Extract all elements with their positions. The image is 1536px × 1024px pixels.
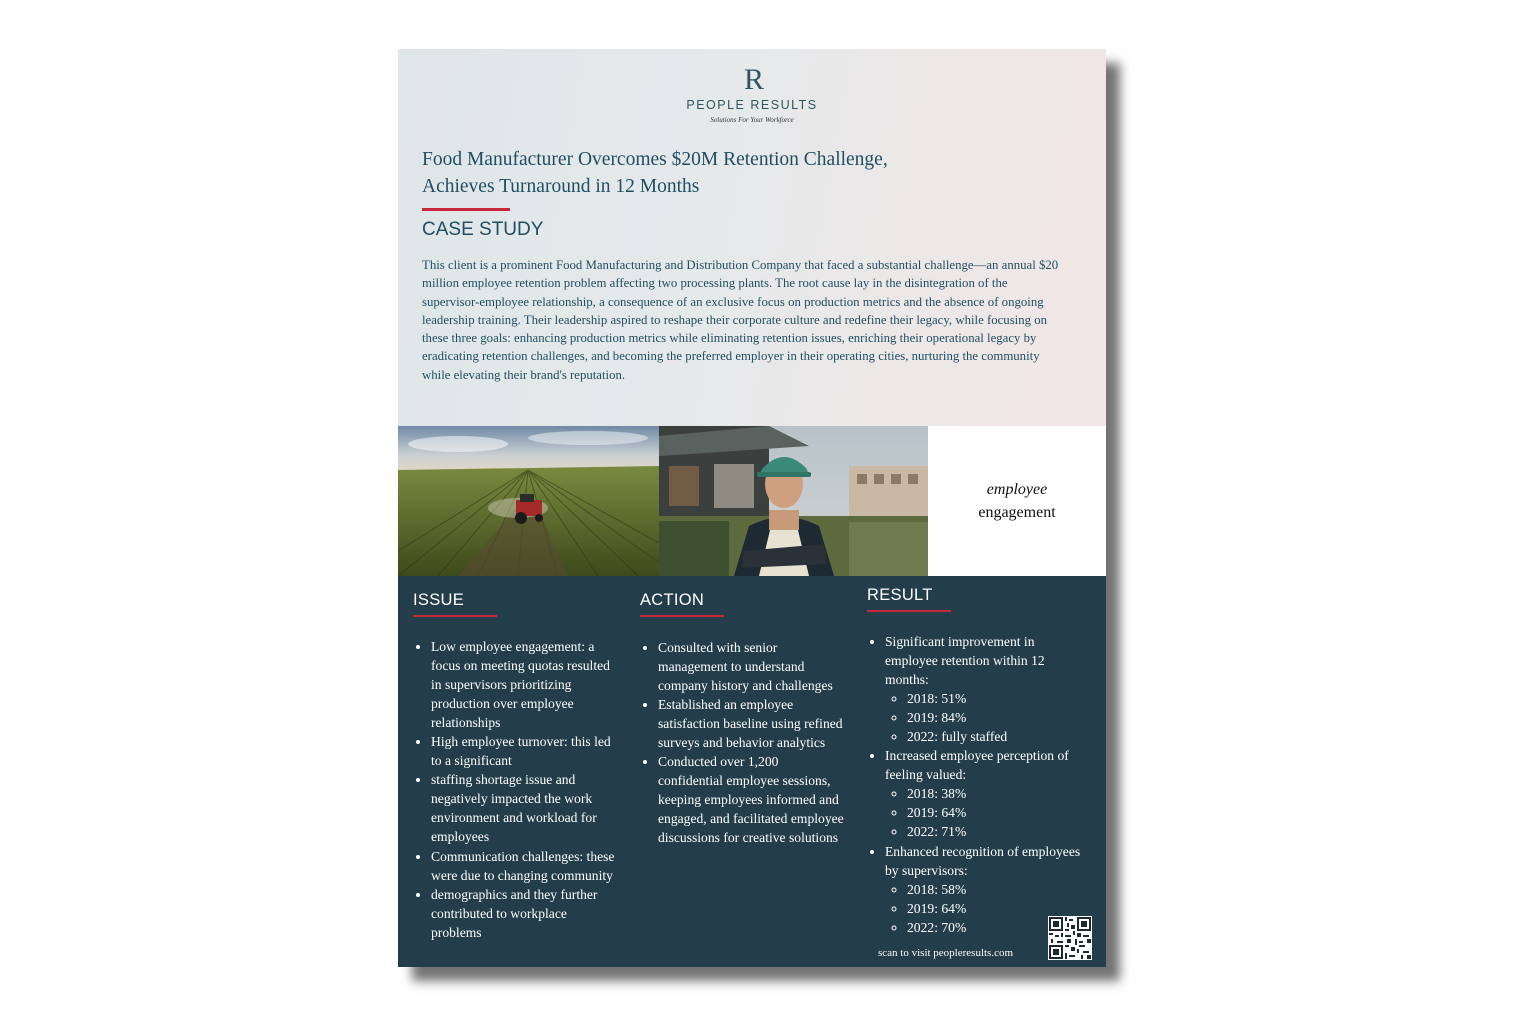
case-study-flyer (398, 49, 1106, 967)
photo-strip (398, 426, 1106, 576)
headline-line-1: Food Manufacturer Overcomes $20M Retention Challenge, (422, 149, 888, 170)
people-results-logo (398, 65, 1106, 124)
farmer-portrait-photo (659, 426, 928, 576)
result-subitem: ◦ 2022: 71% (907, 822, 1082, 841)
header-section (398, 49, 1106, 426)
issue-heading: ISSUE (413, 591, 465, 609)
result-subitem: ◦ 2022: fully staffed (907, 727, 1082, 746)
result-list (867, 632, 1082, 938)
result-item-text: Increased employee perception of feeling valued: (885, 748, 1069, 783)
result-sublist (885, 784, 1082, 841)
issue-list (413, 637, 618, 943)
issue-column (413, 591, 618, 942)
issue-item: • Low employee engagement: a focus on meeting quotas resulted in supervisors prioritizing production over employee relationships (431, 637, 618, 732)
result-subitem: ◦ 2019: 64% (907, 899, 1082, 918)
result-item (885, 746, 1082, 841)
result-heading: RESULT (867, 586, 933, 604)
result-subitem: ◦ 2018: 58% (907, 880, 1082, 899)
issue-item: • High employee turnover: this led to a significant (431, 732, 618, 770)
tractor-field-photo (398, 426, 659, 576)
issue-item: • Communication challenges: these were due to changing community (431, 847, 618, 885)
action-underline (640, 615, 724, 617)
action-item: • Consulted with senior management to understand company history and challenges (658, 638, 845, 695)
action-heading: ACTION (640, 591, 705, 609)
accent-divider (422, 208, 510, 211)
details-section (398, 576, 1106, 967)
issue-item: • staffing shortage issue and negatively impacted the work environment and workload for employees (431, 770, 618, 846)
scan-caption: scan to visit peopleresults.com (878, 947, 1014, 959)
result-subitem: ◦ 2019: 64% (907, 803, 1082, 822)
brand-tagline: Solutions For Your Workforce (710, 116, 794, 124)
headline (422, 146, 982, 200)
result-subitem: ◦ 2022: 70% (907, 918, 1082, 937)
issue-item: • demographics and they further contributed to workplace problems (431, 885, 618, 942)
result-column (867, 586, 1082, 937)
result-subitem: ◦ 2019: 84% (907, 708, 1082, 727)
action-item: • Conducted over 1,200 confidential employee sessions, keeping employees informed and engaged, and facilitated employee discussions for creative solutions (658, 752, 845, 847)
topic-line-2: engagement (978, 504, 1056, 521)
action-item: • Established an employee satisfaction baseline using refined surveys and behavior analytics (658, 695, 845, 752)
brand-name: PEOPLE RESULTS (686, 98, 818, 112)
topic-label (928, 478, 1106, 524)
intro-paragraph: This client is a prominent Food Manufacturing and Distribution Company that faced a substantial challenge—an annual $20 million employee retention problem affecting two processing plants. The root cause lay in the disintegration of the supervisor-employee relationship, a consequence of an exclusive focus on production metrics and the absence of ongoing leadership training. Their leadership aspired to reshape their corporate culture and redefine their legacy, while focusing on these three goals: enhancing production metrics while eliminating retention issues, enriching their operational legacy by eradicating retention challenges, and becoming the preferred employer in their operating cities, nurturing the community while elevating their brand's reputation. (422, 258, 1059, 382)
result-underline (867, 610, 951, 612)
section-label: CASE STUDY (422, 219, 544, 240)
result-subitem: ◦ 2018: 38% (907, 784, 1082, 803)
issue-underline (413, 615, 497, 617)
result-item-text: Significant improvement in employee retention within 12 months: (885, 633, 1045, 687)
action-list (640, 638, 845, 848)
topic-box (928, 426, 1106, 576)
action-column (640, 591, 845, 848)
result-subitem: ◦ 2018: 51% (907, 689, 1082, 708)
headline-line-2: Achieves Turnaround in 12 Months (422, 176, 700, 197)
qr-code-icon[interactable] (1048, 916, 1092, 960)
topic-line-1: employee (986, 481, 1048, 498)
result-item-text: Enhanced recognition of employees by supervisors: (885, 843, 1081, 878)
result-sublist (885, 689, 1082, 746)
logo-mark-icon: R (743, 63, 760, 96)
result-item (885, 632, 1082, 747)
